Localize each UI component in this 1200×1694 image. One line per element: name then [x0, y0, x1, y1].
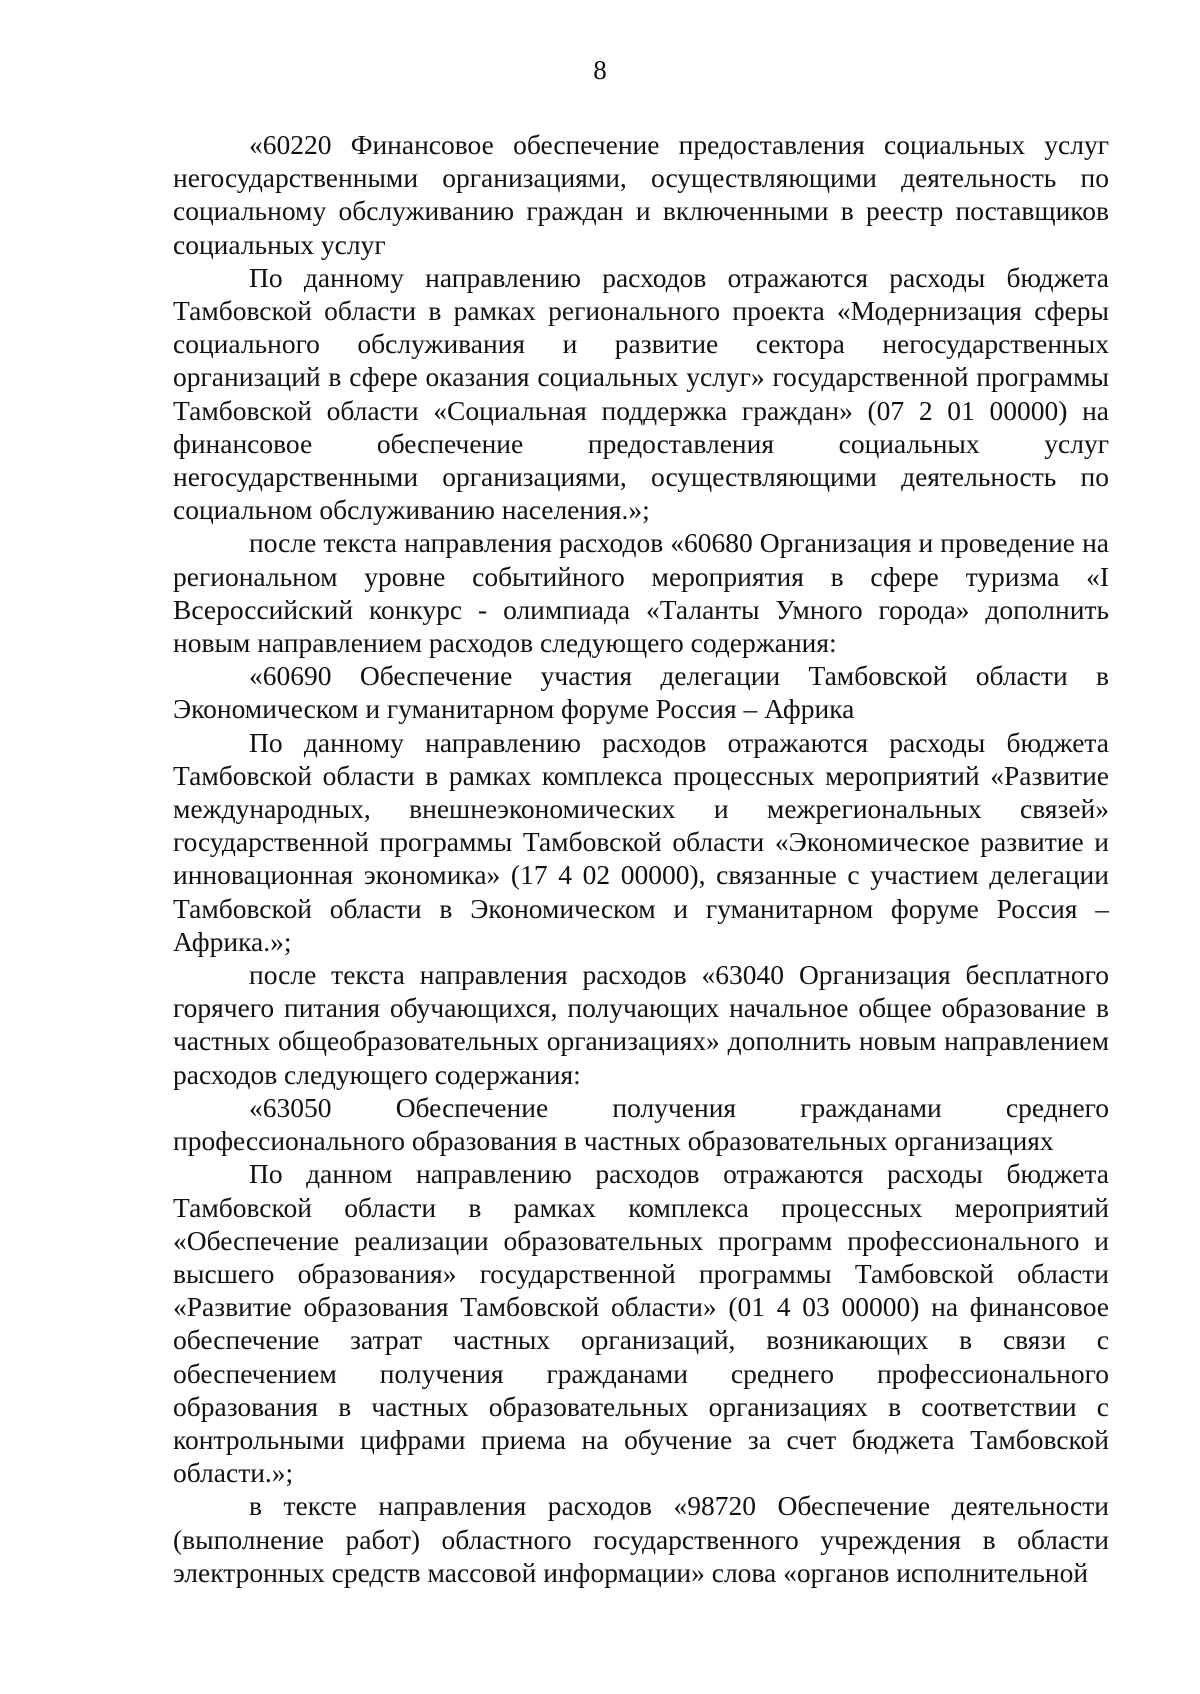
page-number: 8: [593, 55, 607, 85]
paragraph-63050-heading: «63050 Обеспечение получения гражданами среднего профессионального образования в частных образовательных организациях: [173, 1091, 1109, 1157]
paragraph-60680-amendment: после текста направления расходов «60680 Организация и проведение на региональном уровне событийного мероприятия в сфере туризма «I Всероссийский конкурс - олимпиада «Таланты Умного города» дополнить новым направлением расходов следующего содержания:: [173, 527, 1109, 659]
document-body: [173, 128, 1109, 1589]
paragraph-98720-amendment: в тексте направления расходов «98720 Обеспечение деятельности (выполнение работ) областного государственного учреждения в области электронных средств массовой информации» слова «органов исполнительной: [173, 1490, 1109, 1588]
paragraph-60690-description: По данному направлению расходов отражаются расходы бюджета Тамбовской области в рамках комплекса процессных мероприятий «Развитие международных, внешнеэкономических и межрегиональных связей» государственной программы Тамбовской области «Экономическое развитие и инновационная экономика» (17 4 02 00000), связанные с участием делегации Тамбовской области в Экономическом и гуманитарном форуме Россия – Африка.»;: [173, 726, 1109, 957]
paragraph-60220-heading: «60220 Финансовое обеспечение предоставления социальных услуг негосударственными организациями, осуществляющими деятельность по социальному обслуживанию граждан и включенными в реестр поставщиков социальных услуг: [173, 129, 1109, 260]
paragraph-63050-description: По данном направлению расходов отражаются расходы бюджета Тамбовской области в рамках комплекса процессных мероприятий «Обеспечение реализации образовательных программ профессионального и высшего образования» государственной программы Тамбовской области «Развитие образования Тамбовской области» (01 4 03 00000) на финансовое обеспечение затрат частных организаций, возникающих в связи с обеспечением получения гражданами среднего профессионального образования в частных образовательных организациях в соответствии с контрольными цифрами приема на обучение за счет бюджета Тамбовской области.»;: [173, 1158, 1109, 1489]
paragraph-60220-description: По данному направлению расходов отражаются расходы бюджета Тамбовской области в рамках регионального проекта «Модернизация сферы социального обслуживания и развитие сектора негосударственных организаций в сфере оказания социальных услуг» государственной программы Тамбовской области «Социальная поддержка граждан» (07 2 01 00000) на финансовое обеспечение предоставления социальных услуг негосударственными организациями, осуществляющими деятельность по социальном обслуживанию населения.»;: [173, 261, 1109, 526]
paragraph-63040-amendment: после текста направления расходов «63040 Организация бесплатного горячего питания обучающихся, получающих начальное общее образование в частных общеобразовательных организациях» дополнить новым направлением расходов следующего содержания:: [173, 959, 1109, 1090]
paragraph-60690-heading: «60690 Обеспечение участия делегации Тамбовской области в Экономическом и гуманитарном форуме Россия – Африка: [173, 660, 1109, 725]
